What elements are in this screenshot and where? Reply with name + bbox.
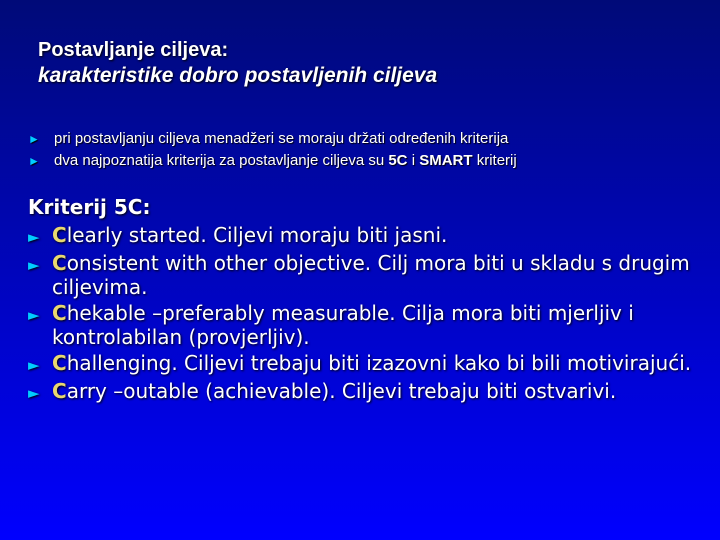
kriterij-item-letter: C: [52, 351, 67, 375]
kriterij-item: [28, 380, 708, 404]
intro-bullet-smart: SMART: [419, 152, 473, 169]
triangle-pointer-icon: ►: [28, 256, 40, 274]
intro-bullet: [28, 128, 708, 150]
kriterij-item-text: arry –outable (achievable). Ciljevi trebaju biti ostvarivi.: [66, 379, 617, 403]
triangle-pointer-icon: ►: [28, 384, 40, 402]
intro-bullet-text-start: dva najpoznatija kriterija za postavljanje ciljeva su: [54, 152, 389, 169]
kriterij-item: [28, 224, 708, 248]
kriterij-item-letter: C: [52, 223, 67, 247]
triangle-pointer-icon: ►: [28, 132, 40, 146]
kriterij-item: [28, 252, 708, 298]
intro-bullet-text: pri postavljanju ciljeva menadžeri se moraju držati određenih kriterija: [54, 130, 509, 147]
kriterij-item: [28, 302, 708, 348]
kriterij-item: [28, 352, 708, 376]
title-line-2: karakteristike dobro postavljenih ciljeva: [38, 64, 438, 87]
triangle-pointer-icon: ►: [28, 356, 40, 374]
intro-bullet-conjunction: i: [407, 152, 420, 169]
intro-bullet-5c: 5C: [388, 152, 408, 169]
kriterij-item-letter: C: [52, 379, 67, 403]
kriterij-5c-section: [28, 194, 708, 404]
triangle-pointer-icon: ►: [28, 306, 40, 324]
kriterij-item-letter: C: [52, 251, 67, 275]
triangle-pointer-icon: ►: [28, 154, 40, 168]
intro-bullet-text-end: kriterij: [472, 152, 517, 169]
kriterij-item-text: onsistent with other objective. Cilj mora biti u skladu s drugim ciljevima.: [52, 251, 690, 299]
slide-title: [38, 38, 437, 88]
kriterij-title: Kriterij 5C:: [28, 195, 151, 219]
kriterij-item-text: learly started. Ciljevi moraju biti jasni.: [66, 223, 448, 247]
triangle-pointer-icon: ►: [28, 228, 40, 246]
title-line-1: Postavljanje ciljeva:: [38, 39, 229, 61]
intro-bullet-list: [28, 128, 708, 172]
intro-bullet: [28, 150, 708, 172]
kriterij-item-text: hekable –preferably measurable. Cilja mora biti mjerljiv i kontrolabilan (provjerljiv).: [52, 301, 634, 349]
kriterij-item-letter: C: [52, 301, 67, 325]
kriterij-item-text: hallenging. Ciljevi trebaju biti izazovni kako bi bili motivirajući.: [66, 351, 692, 375]
